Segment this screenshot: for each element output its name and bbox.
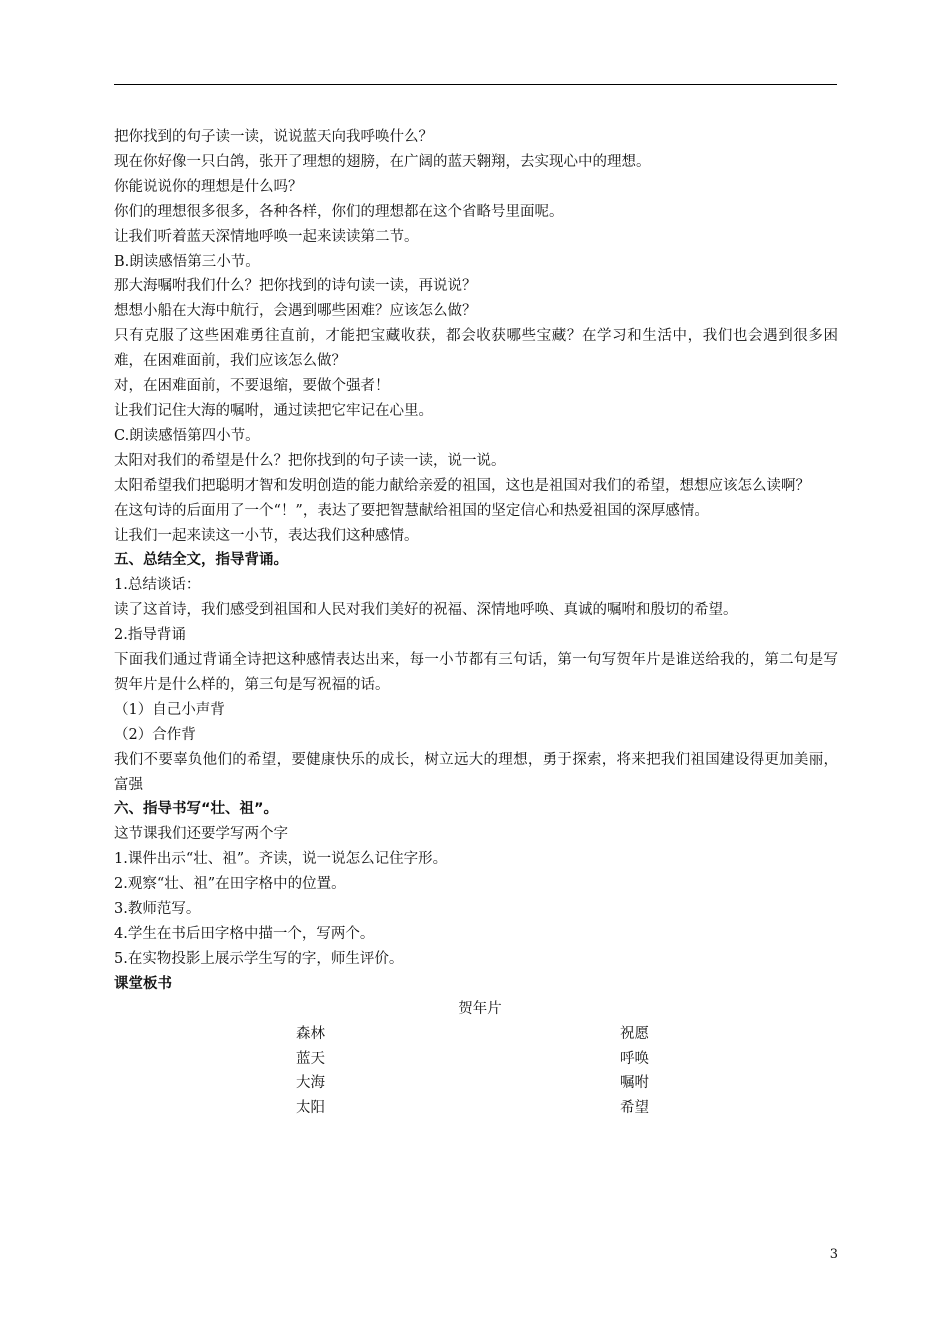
list-item: 3.教师范写。: [114, 901, 201, 918]
paragraph: 让我们听着蓝天深情地呼唤一起来读读第二节。: [114, 228, 419, 245]
section-heading: 五、总结全文，指导背诵。: [114, 552, 288, 569]
paragraph: 想想小船在大海中航行，会遇到哪些困难？应该怎么做？: [114, 303, 477, 320]
paragraph: 你能说说你的理想是什么吗？: [114, 178, 303, 195]
paragraph: 现在你好像一只白鸽，张开了理想的翅膀，在广阔的蓝天翱翔，去实现心中的理想。: [114, 153, 651, 170]
board-right-cell: 希望: [620, 1100, 649, 1117]
paragraph: 读了这首诗，我们感受到祖国和人民对我们美好的祝福、深情地呼唤、真诚的嘱咐和殷切的希望。: [114, 602, 738, 619]
paragraph: 那大海嘱咐我们什么？把你找到的诗句读一读，再说说？: [114, 278, 477, 295]
subsection-heading: C.朗读感悟第四小节。: [114, 427, 260, 444]
list-item: 2.观察“壮、祖”在田字格中的位置。: [114, 876, 346, 893]
board-row: [114, 1022, 838, 1047]
paragraph: 让我们一起来读这一小节，表达我们这种感情。: [114, 527, 419, 544]
board-title: 贺年片: [458, 1000, 502, 1017]
paragraph: 这节课我们还要学写两个字: [114, 826, 288, 843]
paragraph: 1.总结谈话：: [114, 577, 201, 594]
list-item: 5.在实物投影上展示学生写的字，师生评价。: [114, 950, 404, 967]
paragraph: 让我们记住大海的嘱咐，通过读把它牢记在心里。: [114, 402, 433, 419]
list-item: 4.学生在书后田字格中描一个，写两个。: [114, 926, 375, 942]
list-item: （1）自己小声背: [114, 701, 225, 718]
board-left-cell: 蓝天: [296, 1050, 325, 1067]
paragraph: 2.指导背诵: [114, 627, 186, 644]
board-right-cell: 祝愿: [620, 1025, 649, 1042]
paragraph: 太阳希望我们把聪明才智和发明创造的能力献给亲爱的祖国，这也是祖国对我们的希望，想想应该怎么读啊？: [114, 477, 810, 494]
section-heading: 六、指导书写“壮、祖”。: [114, 801, 279, 818]
paragraph: 把你找到的句子读一读，说说蓝天向我呼唤什么？: [114, 129, 433, 145]
header-rule: [114, 84, 837, 85]
board-row: [114, 1047, 838, 1072]
board-row: [114, 1071, 838, 1096]
board-right-cell: 嘱咐: [620, 1075, 649, 1092]
document-body: [114, 125, 838, 1121]
board-left-cell: 太阳: [296, 1100, 325, 1117]
paragraph: 我们不要辜负他们的希望，要健康快乐的成长，树立远大的理想，勇于探索，将来把我们祖国建设得更加美丽，富强: [114, 751, 838, 793]
board-row: [114, 1096, 838, 1121]
board-right-cell: 呼唤: [620, 1050, 649, 1067]
subsection-heading: B.朗读感悟第三小节。: [114, 253, 260, 270]
paragraph: 在这句诗的后面用了一个“！”，表达了要把智慧献给祖国的坚定信心和热爱祖国的深厚感情。: [114, 502, 709, 519]
board-left-cell: 大海: [296, 1075, 325, 1092]
section-heading: 课堂板书: [114, 975, 172, 992]
list-item: （2）合作背: [114, 726, 196, 743]
board-left-cell: 森林: [296, 1025, 325, 1042]
paragraph: 太阳对我们的希望是什么？把你找到的句子读一读，说一说。: [114, 452, 506, 469]
paragraph: 你们的理想很多很多，各种各样，你们的理想都在这个省略号里面呢。: [114, 203, 564, 220]
page-number: 3: [829, 1247, 838, 1262]
list-item: 1.课件出示“壮、祖”。齐读，说一说怎么记住字形。: [114, 851, 448, 868]
paragraph: 只有克服了这些困难勇往直前，才能把宝藏收获，都会收获哪些宝藏？在学习和生活中，我们也会遇到很多困难，在困难面前，我们应该怎么做？: [114, 328, 838, 370]
paragraph: 对，在困难面前，不要退缩，要做个强者！: [114, 378, 390, 395]
paragraph: 下面我们通过背诵全诗把这种感情表达出来，每一小节都有三句话，第一句写贺年片是谁送给我的，第二句是写贺年片是什么样的，第三句是写祝福的话。: [114, 652, 838, 693]
